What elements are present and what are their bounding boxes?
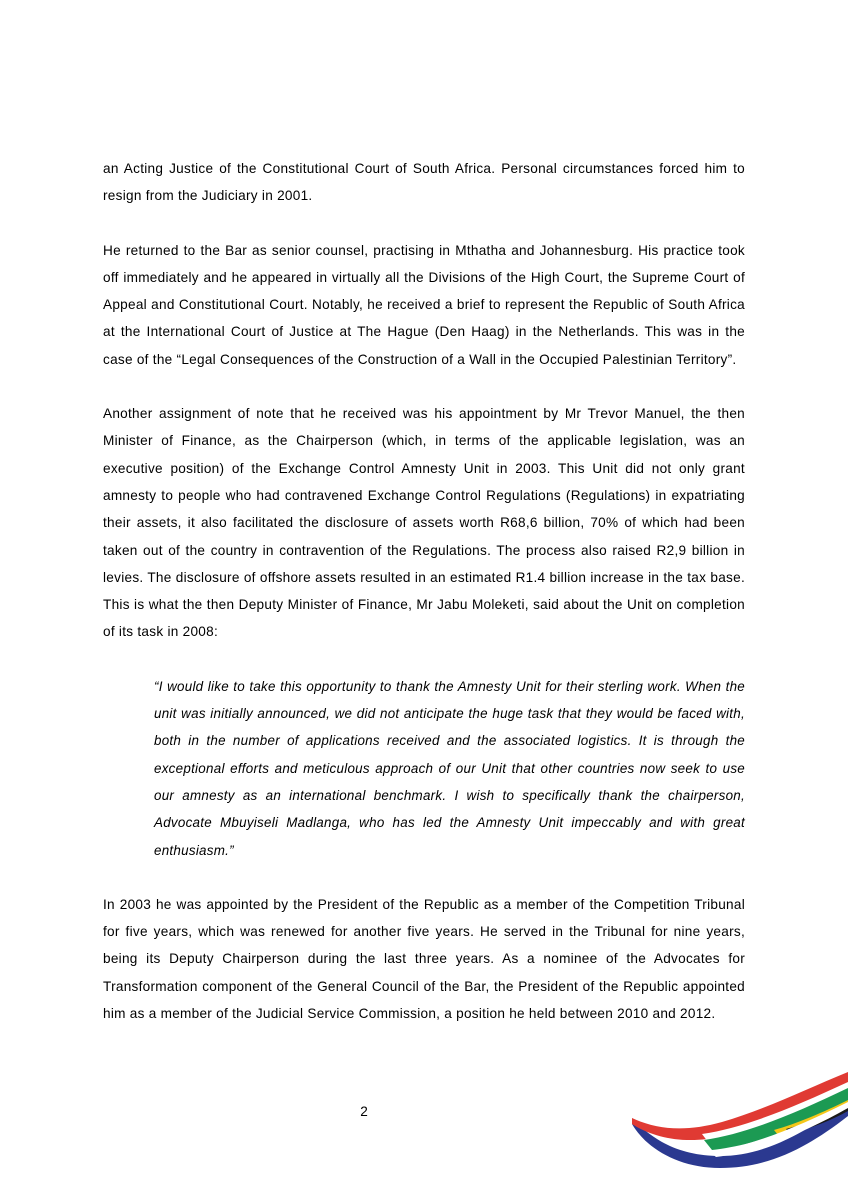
paragraph-3: Another assignment of note that he received was his appointment by Mr Trevor Manuel, the then Minister of Finance, as the Chairperson (which, in terms of the applicable legislation, was an executive position) of the Exchange Control Amnesty Unit in 2003. This Unit did not only grant amnesty to people who had contravened Exchange Control Regulations (Regulations) in expatriating their assets, it also facilitated the disclosure of assets worth R68,6 billion, 70% of which had been taken out of the country in contravention of the Regulations. The process also raised R2,9 billion in levies. The disclosure of offshore assets resulted in an estimated R1.4 billion increase in the tax base. This is what the then Deputy Minister of Finance, Mr Jabu Moleketi, said about the Unit on completion of its task in 2008: bbox=[103, 406, 745, 640]
paragraph-4: In 2003 he was appointed by the President of the Republic as a member of the Competition Tribunal for five years, which was renewed for another five years. He served in the Tribunal for nine years, being its Deputy Chairperson during the last three years. As a nominee of the Advocates for Transformation component of the General Council of the Bar, the President of the Republic appointed him as a member of the Judicial Service Commission, a position he held between 2010 and 2012. bbox=[103, 896, 745, 1022]
document-body bbox=[103, 155, 745, 1027]
south-african-flag-swoosh-icon bbox=[624, 1072, 848, 1168]
paragraph-1: an Acting Justice of the Constitutional Court of South Africa. Personal circumstances forced him to resign from the Judiciary in 2001. bbox=[103, 161, 745, 204]
blockquote bbox=[103, 673, 745, 864]
page-number: 2 bbox=[360, 1104, 368, 1119]
paragraph-2: He returned to the Bar as senior counsel, practising in Mthatha and Johannesburg. His practice took off immediately and he appeared in virtually all the Divisions of the High Court, the Supreme Court of Appeal and Constitutional Court. Notably, he received a brief to represent the Republic of South Africa at the International Court of Justice at The Hague (Den Haag) in the Netherlands. This was in the case of the “Legal Consequences of the Construction of a Wall in the Occupied Palestinian Territory”. bbox=[103, 242, 745, 367]
blockquote-text: “I would like to take this opportunity to thank the Amnesty Unit for their sterling work. When the unit was initially announced, we did not anticipate the huge task that they would be faced with, both in the number of applications received and the associated logistics. It is through the exceptional efforts and meticulous approach of our Unit that other countries now seek to use our amnesty as an international benchmark. I wish to specifically thank the chairperson, Advocate Mbuyiseli Madlanga, who has led the Amnesty Unit impeccably and with great enthusiasm.” bbox=[154, 678, 745, 858]
